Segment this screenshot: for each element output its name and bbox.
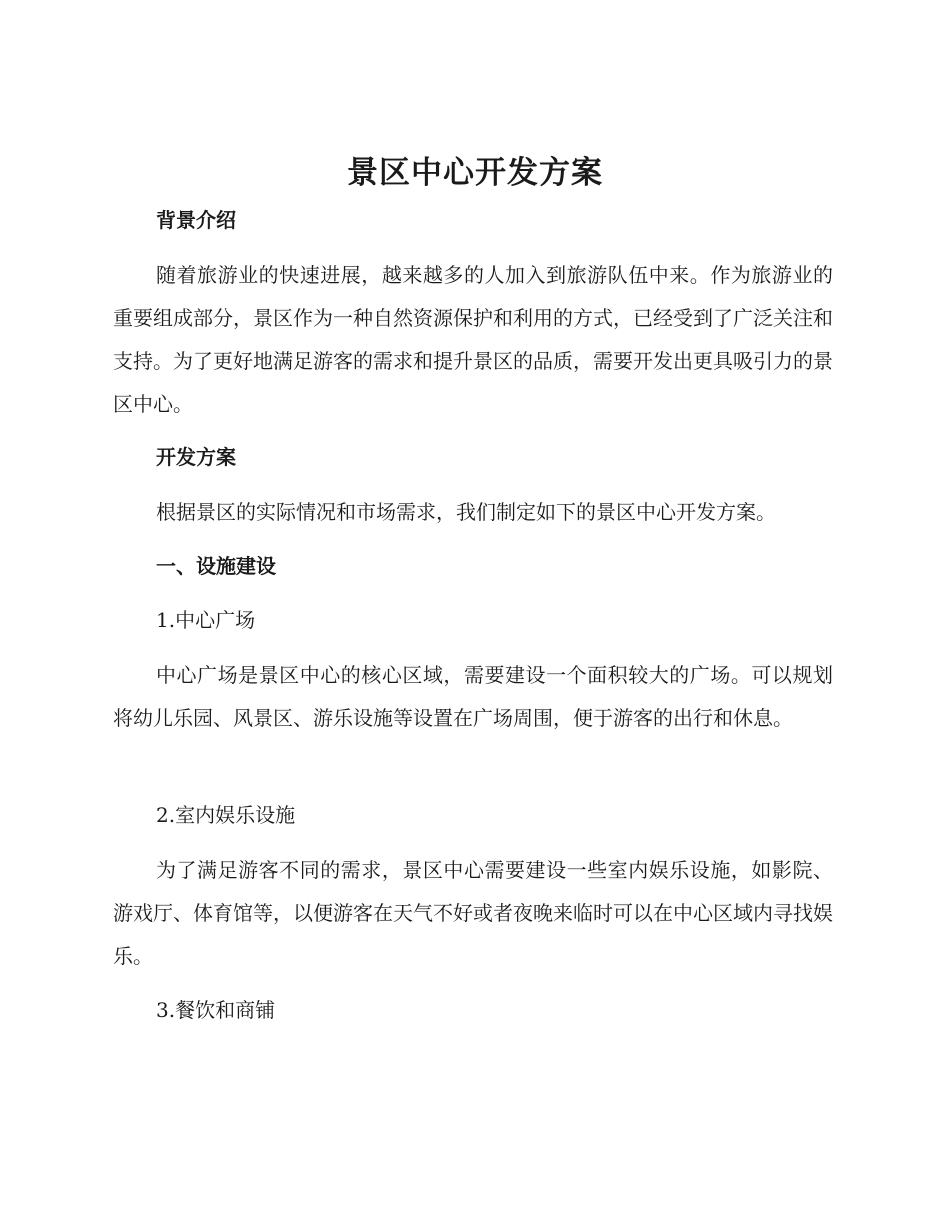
paragraph-indoor-entertainment: 为了满足游客不同的需求，景区中心需要建设一些室内娱乐设施，如影院、游戏厅、体育馆等，以便游客在天气不好或者夜晚来临时可以在中心区域内寻找娱乐。 xyxy=(113,858,833,968)
paragraph-central-plaza: 中心广场是景区中心的核心区域，需要建设一个面积较大的广场。可以规划将幼儿乐园、风景区、游乐设施等设置在广场周围，便于游客的出行和休息。 xyxy=(113,663,833,730)
subheading-dining-shops: 3.餐饮和商铺 xyxy=(156,998,276,1022)
section-heading-plan: 开发方案 xyxy=(156,445,236,469)
section-heading-background: 背景介绍 xyxy=(156,208,236,232)
subheading-indoor-entertainment: 2.室内娱乐设施 xyxy=(156,803,296,827)
paragraph-background: 随着旅游业的快速进展，越来越多的人加入到旅游队伍中来。作为旅游业的重要组成部分，景区作为一种自然资源保护和利用的方式，已经受到了广泛关注和支持。为了更好地满足游客的需求和提升景区的品质，需要开发出更具吸引力的景区中心。 xyxy=(113,263,833,416)
section-heading-facilities: 一、设施建设 xyxy=(156,554,276,578)
document-title: 景区中心开发方案 xyxy=(347,155,603,191)
subheading-central-plaza: 1.中心广场 xyxy=(156,608,256,632)
paragraph-plan: 根据景区的实际情况和市场需求，我们制定如下的景区中心开发方案。 xyxy=(156,500,776,524)
